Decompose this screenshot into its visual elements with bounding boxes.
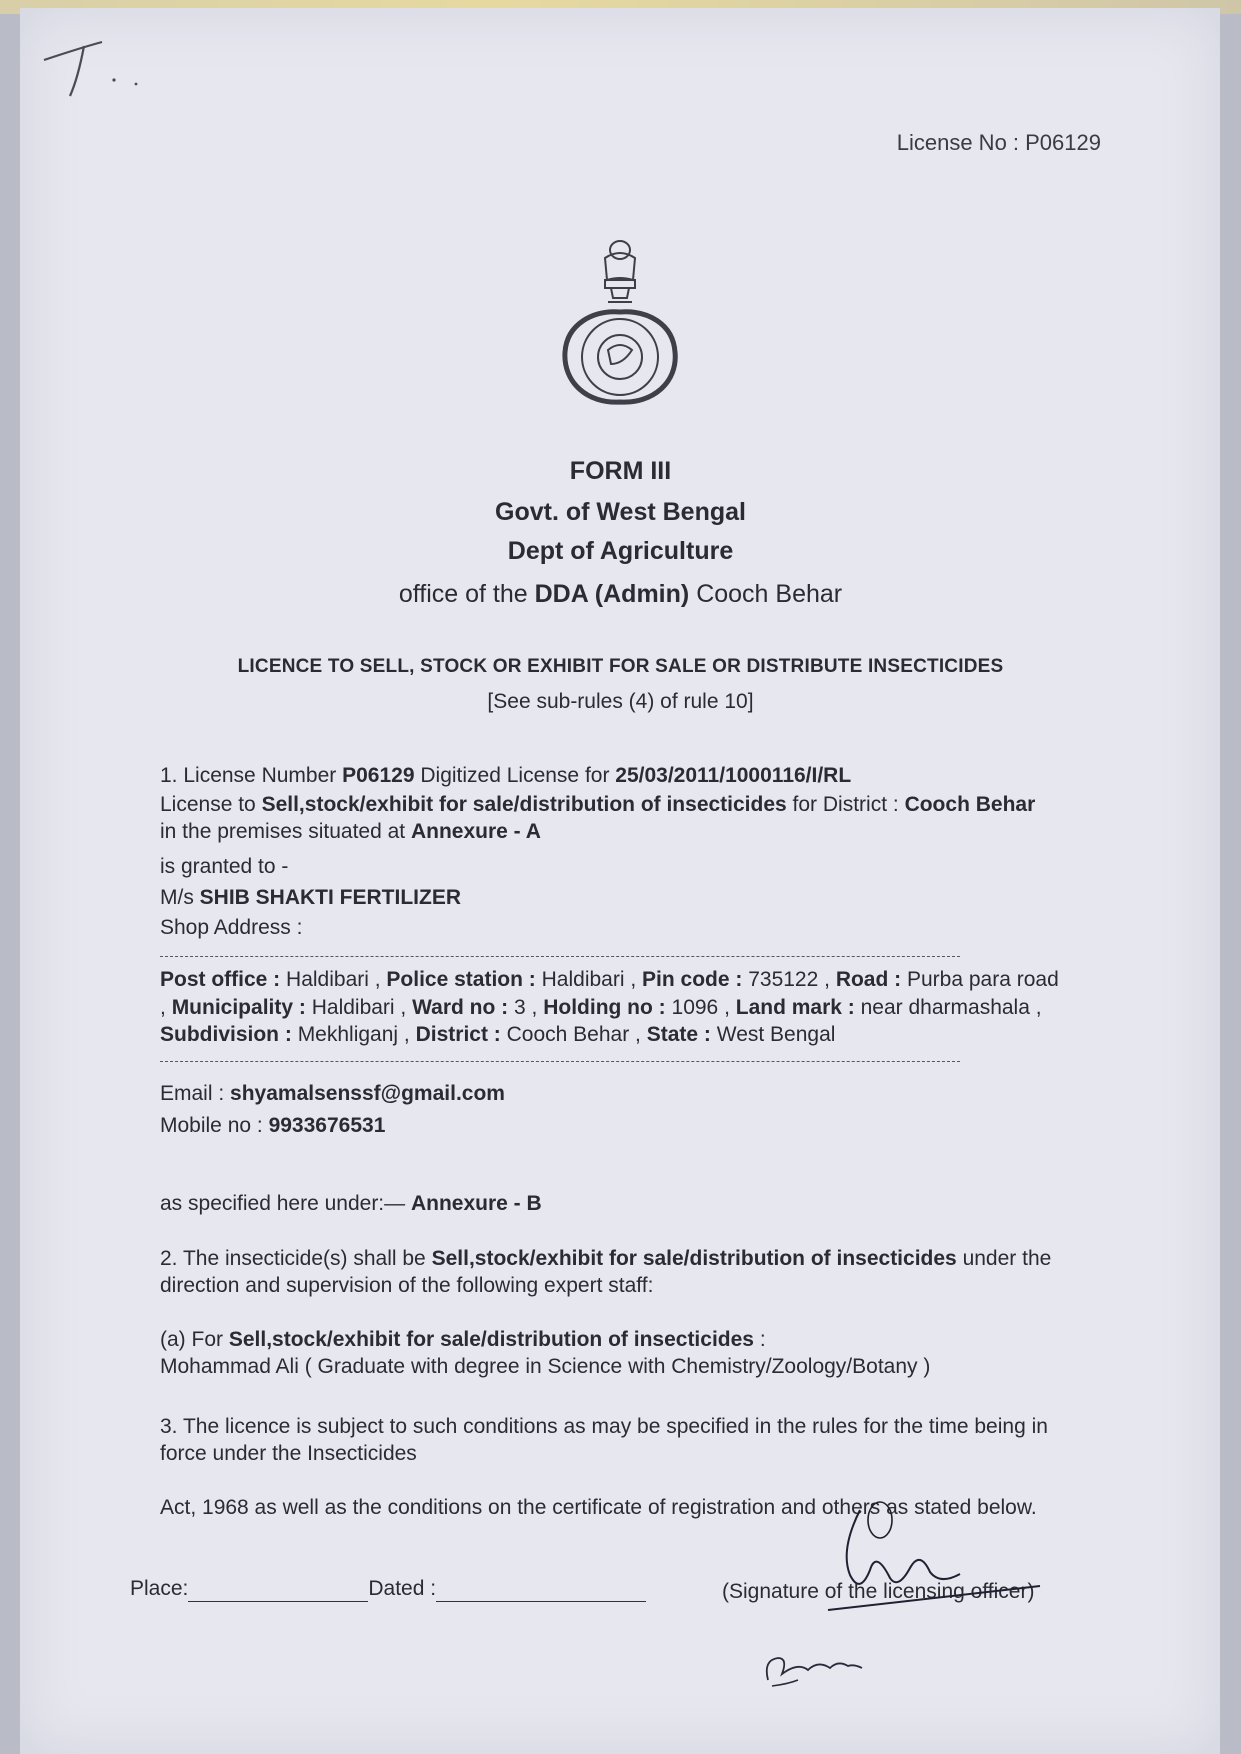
office-suffix: Cooch Behar [696,580,843,608]
section3: 3. The licence is subject to such conditions as may be specified in the rules for the time being in force under the Insecticides [160,1415,1048,1465]
dept-title: Dept of Agriculture [507,537,734,565]
firm-name: SHIB SHAKTI FERTILIZER [199,886,462,909]
place-blank [188,1601,368,1602]
dashed-divider [160,956,960,957]
shop-address-label: Shop Address : [160,916,303,939]
license-number: P06129 [342,764,415,787]
sub-rules: [See sub-rules (4) of rule 10] [487,690,754,713]
dated-label: Dated : [368,1577,437,1600]
specified-line: as specified here under:— Annexure - B [160,1192,542,1215]
section2a: (a) For Sell,stock/exhibit for sale/distribution of insecticides : Mohammad Ali ( Graduate with degree in Science with Chemistry/Zoology/Botany ) [160,1328,931,1378]
license-type: Sell,stock/exhibit for sale/distribution of insecticides [261,793,787,816]
annexure-b: Annexure - B [410,1192,542,1215]
premises-annexure: Annexure - A [410,820,541,843]
section1-line3: in the premises situated at Annexure - A [160,820,541,843]
office-line [0,580,1241,609]
firm-line: M/s SHIB SHAKTI FERTILIZER [160,886,462,909]
govt-emblem-icon [553,232,688,422]
licence-heading: LICENCE TO SELL, STOCK OR EXHIBIT FOR SALE OR DISTRIBUTE INSECTICIDES [237,656,1004,677]
section1-line2: License to Sell,stock/exhibit for sale/distribution of insecticides for District : Cooch Behar [160,793,1036,816]
expert-staff: Mohammad Ali ( Graduate with degree in Science with Chemistry/Zoology/Botany ) [160,1355,931,1378]
officer-signature [820,1490,1050,1620]
email-value: shyamalsenssf@gmail.com [230,1082,505,1105]
place-label: Place: [130,1577,189,1600]
mobile-line: Mobile no : 9933676531 [160,1114,386,1137]
office-bold: DDA (Admin) [534,580,690,608]
dashed-divider [160,1061,960,1062]
signature-caption: (Signature of the licensing officer) [722,1580,1035,1603]
mobile-value: 9933676531 [268,1114,386,1137]
granted-to: is granted to - [160,855,289,878]
address-block: Post office : Haldibari , Police station : Haldibari , Pin code : 735122 , Road : Purba para road , Municipality : Haldibari , Ward no : 3 , Holding no : 1096 , Land mark : near dharmashala , Subdivision : Mekhliganj , District : Cooch Behar , State : West Bengal [160,968,1059,1046]
email-line: Email : shyamalsenssf@gmail.com [160,1082,505,1105]
handwritten-mark [40,38,150,108]
license-district: Cooch Behar [904,793,1036,816]
section2: 2. The insecticide(s) shall be Sell,stock/exhibit for sale/distribution of insecticides under the direction and supervision of the following expert staff: [160,1247,1052,1297]
form-title: FORM III [569,457,672,485]
section3-continued: Act, 1968 as well as the conditions on the certificate of registration and others as stated below. [160,1496,1037,1519]
license-ref: 25/03/2011/1000116/I/RL [615,764,852,787]
office-prefix: office of the [398,580,528,608]
dated-blank [436,1601,646,1602]
initials-scribble [758,1640,868,1700]
section1-line1: 1. License Number P06129 Digitized License for 25/03/2011/1000116/I/RL [160,764,852,787]
license-number-top: License No : P06129 [896,130,1101,155]
govt-title: Govt. of West Bengal [495,498,746,526]
